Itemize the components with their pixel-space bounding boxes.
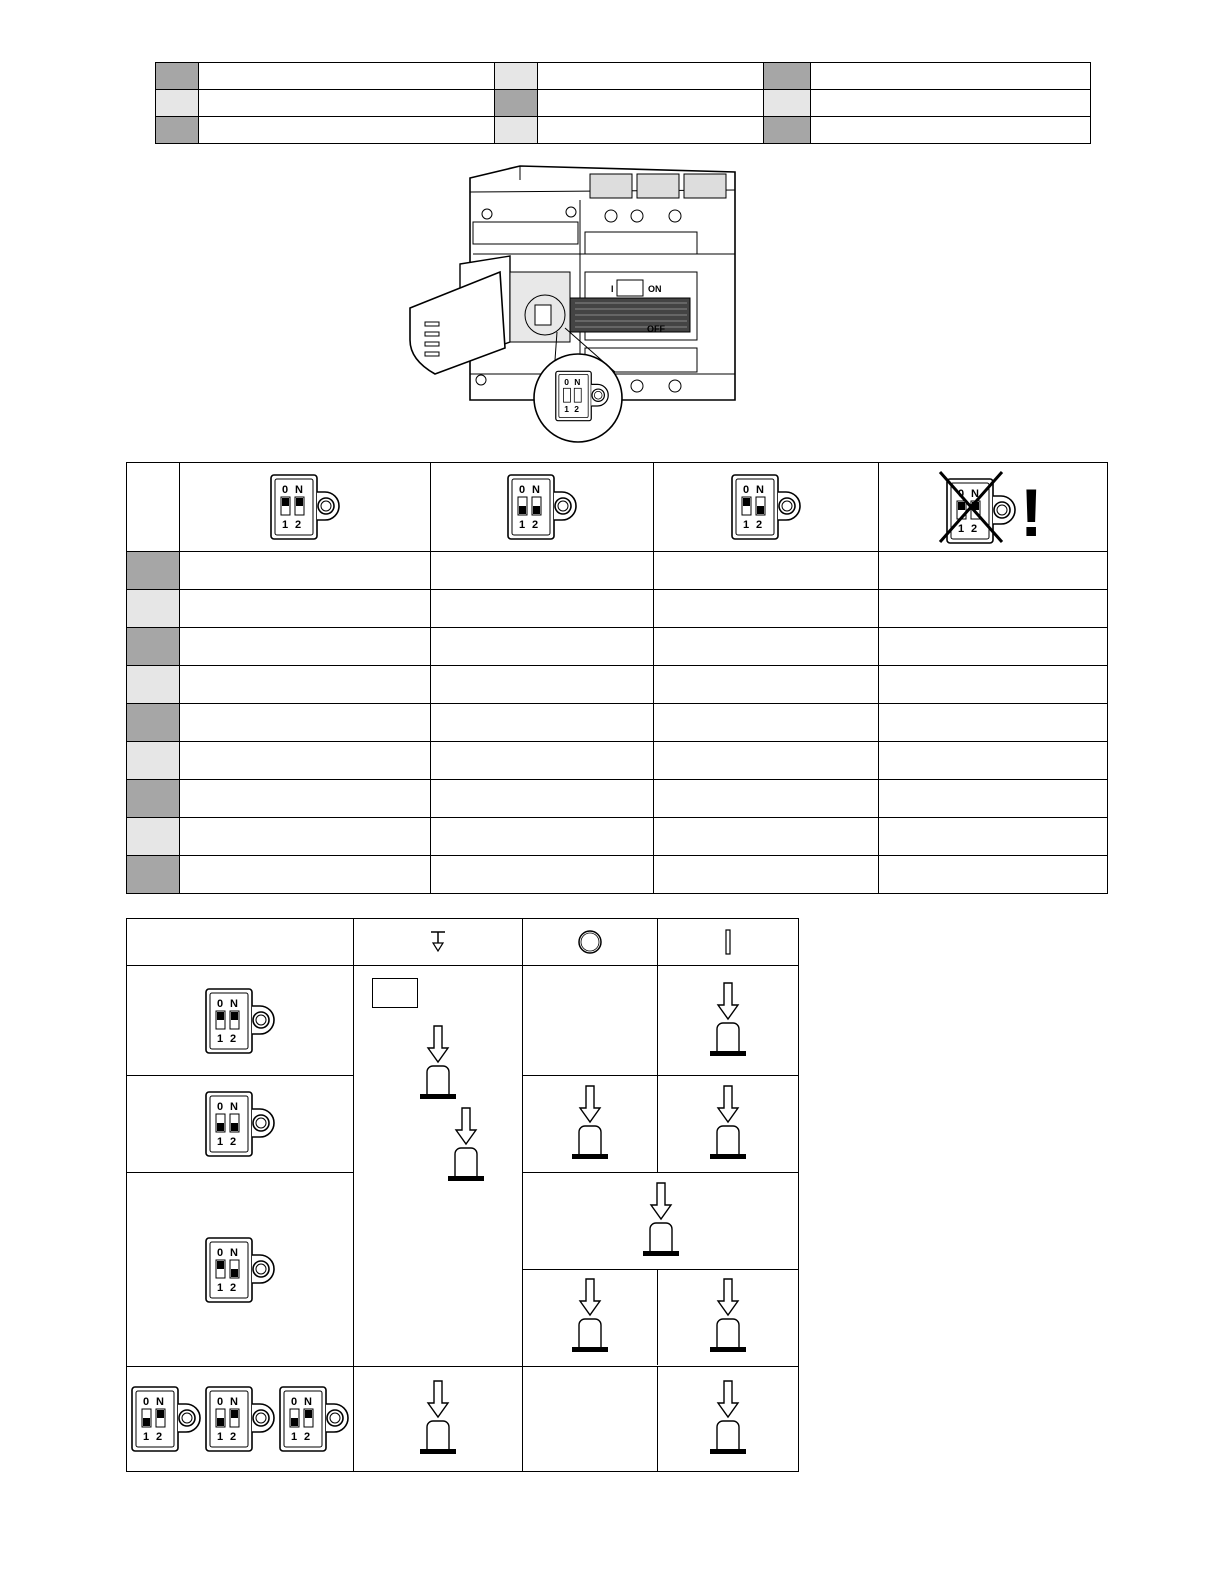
matrix-on-cell xyxy=(658,1076,799,1173)
config-row xyxy=(127,856,1108,894)
config-row xyxy=(127,780,1108,818)
config-row xyxy=(127,818,1108,856)
legend-row xyxy=(156,90,1091,117)
config-col-3-header xyxy=(654,463,879,552)
warning-exclamation: ! xyxy=(1020,475,1043,544)
config-cell xyxy=(180,552,431,590)
dip-configuration-table xyxy=(126,462,1108,894)
config-row xyxy=(127,590,1108,628)
dip-switch-icon xyxy=(507,474,577,540)
legend-row xyxy=(156,117,1091,144)
swatch-dark xyxy=(127,856,180,894)
dip-switch-icon xyxy=(205,1386,275,1452)
config-col-2-header xyxy=(431,463,654,552)
push-button-icon xyxy=(418,1379,458,1459)
config-cell xyxy=(431,552,654,590)
matrix-on-cell xyxy=(658,1367,799,1472)
config-cell xyxy=(654,856,879,894)
swatch-dark xyxy=(156,117,199,144)
push-button-icon xyxy=(641,1181,681,1261)
config-cell xyxy=(431,742,654,780)
config-cell xyxy=(879,818,1108,856)
dip-switch-icon xyxy=(205,1091,275,1157)
legend-cell xyxy=(199,117,495,144)
i-label: I xyxy=(611,284,614,294)
legend-cell xyxy=(811,63,1091,90)
matrix-empty-cell xyxy=(523,1367,658,1472)
matrix-corner xyxy=(127,919,354,966)
config-cell xyxy=(180,856,431,894)
config-cell xyxy=(879,856,1108,894)
line-on-icon xyxy=(722,927,734,957)
config-cell xyxy=(879,590,1108,628)
operation-matrix-table xyxy=(126,918,799,1472)
dip-switch-icon xyxy=(279,1386,349,1452)
config-cell xyxy=(879,666,1108,704)
config-cell xyxy=(180,666,431,704)
config-header-row xyxy=(127,463,1108,552)
config-row xyxy=(127,666,1108,704)
test-symbol-icon xyxy=(428,929,448,955)
config-cell xyxy=(654,628,879,666)
off-label: OFF xyxy=(647,324,665,334)
legend-cell xyxy=(811,90,1091,117)
dip-switch-icon xyxy=(731,474,801,540)
matrix-on-cell xyxy=(658,966,799,1076)
config-cell xyxy=(180,742,431,780)
circle-off-icon xyxy=(575,927,605,957)
swatch-dark xyxy=(127,628,180,666)
split-row xyxy=(523,1269,798,1365)
swatch-light xyxy=(495,117,538,144)
matrix-dip-cell xyxy=(127,1076,354,1173)
matrix-test-cell xyxy=(354,1367,523,1472)
swatch-dark xyxy=(156,63,199,90)
matrix-dip-cell xyxy=(127,966,354,1076)
push-button-icon xyxy=(708,1084,748,1164)
swatch-light xyxy=(127,666,180,704)
dip-switch-icon xyxy=(131,1386,201,1452)
swatch-light xyxy=(495,63,538,90)
swatch-dark xyxy=(127,552,180,590)
config-cell xyxy=(879,704,1108,742)
swatch-light xyxy=(156,90,199,117)
config-row xyxy=(127,742,1108,780)
split-on-cell xyxy=(658,1269,799,1365)
config-cell xyxy=(879,552,1108,590)
matrix-split-table xyxy=(523,1173,798,1365)
small-box xyxy=(372,978,418,1008)
config-cell xyxy=(180,780,431,818)
dip-switch-icon xyxy=(205,988,275,1054)
config-cell xyxy=(180,704,431,742)
config-cell xyxy=(654,552,879,590)
swatch-dark xyxy=(495,90,538,117)
swatch-light xyxy=(127,818,180,856)
matrix-row-4 xyxy=(127,1367,799,1472)
config-col-4-header xyxy=(879,463,1108,552)
swatch-dark xyxy=(764,63,811,90)
config-cell xyxy=(180,628,431,666)
on-label: ON xyxy=(648,284,662,294)
config-cell xyxy=(431,704,654,742)
push-button-icon xyxy=(708,1277,748,1357)
matrix-header-test xyxy=(354,919,523,966)
config-cell xyxy=(654,818,879,856)
config-col-1-header xyxy=(180,463,431,552)
config-cell xyxy=(431,666,654,704)
config-row xyxy=(127,704,1108,742)
swatch-dark xyxy=(764,117,811,144)
config-cell xyxy=(879,628,1108,666)
push-button-icon xyxy=(708,981,748,1061)
matrix-split-cell xyxy=(523,1173,799,1367)
matrix-header-off xyxy=(523,919,658,966)
config-cell xyxy=(431,856,654,894)
config-cell xyxy=(180,590,431,628)
matrix-row-1 xyxy=(127,966,799,1076)
matrix-dip-group-cell xyxy=(127,1367,354,1472)
dip-switch-icon xyxy=(270,474,340,540)
config-row xyxy=(127,552,1108,590)
push-button-icon xyxy=(446,1106,486,1186)
push-button-icon xyxy=(418,1024,458,1104)
swatch-light xyxy=(127,742,180,780)
legend-cell xyxy=(199,90,495,117)
config-cell xyxy=(654,590,879,628)
config-cell xyxy=(654,780,879,818)
switch-device-illustration xyxy=(405,160,745,445)
matrix-test-column xyxy=(354,966,523,1367)
forbidden-dip-icon xyxy=(938,470,1048,544)
push-button-icon xyxy=(570,1084,610,1164)
language-legend-table xyxy=(155,62,1091,144)
config-cell xyxy=(431,628,654,666)
config-cell xyxy=(431,818,654,856)
legend-row xyxy=(156,63,1091,90)
dip-switch-icon xyxy=(205,1237,275,1303)
config-cell xyxy=(180,818,431,856)
push-button-icon xyxy=(708,1379,748,1459)
split-combined-cell xyxy=(523,1173,798,1269)
corner-cell xyxy=(127,463,180,552)
swatch-dark xyxy=(127,780,180,818)
matrix-empty-cell xyxy=(523,966,658,1076)
swatch-light xyxy=(764,90,811,117)
config-cell xyxy=(431,590,654,628)
legend-cell xyxy=(199,63,495,90)
push-button-icon xyxy=(570,1277,610,1357)
config-cell xyxy=(879,742,1108,780)
config-cell xyxy=(431,780,654,818)
legend-cell xyxy=(811,117,1091,144)
config-cell xyxy=(879,780,1108,818)
split-row xyxy=(523,1173,798,1269)
config-row xyxy=(127,628,1108,666)
config-cell xyxy=(654,704,879,742)
matrix-off-cell xyxy=(523,1076,658,1173)
legend-cell xyxy=(538,90,764,117)
config-cell xyxy=(654,742,879,780)
matrix-header-row xyxy=(127,919,799,966)
matrix-header-on xyxy=(658,919,799,966)
legend-cell xyxy=(538,117,764,144)
legend-cell xyxy=(538,63,764,90)
swatch-light xyxy=(127,590,180,628)
split-off-cell xyxy=(523,1269,658,1365)
config-cell xyxy=(654,666,879,704)
matrix-dip-cell xyxy=(127,1173,354,1367)
swatch-dark xyxy=(127,704,180,742)
